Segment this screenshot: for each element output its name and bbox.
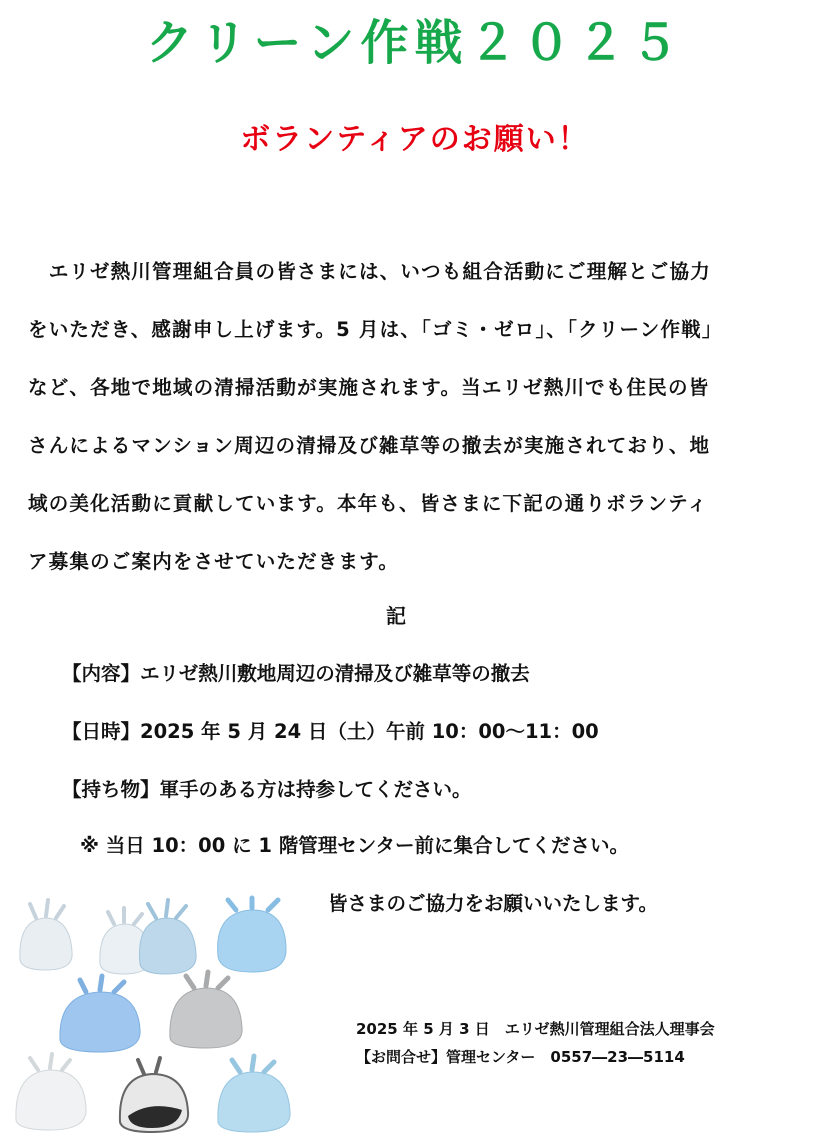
trash-bag-icon	[170, 972, 242, 1048]
ki-heading: 記	[386, 604, 406, 628]
paragraph-line: など、各地で地域の清掃活動が実施されます。当エリゼ熱川でも住民の皆	[28, 376, 710, 399]
detail-note: ※ 当日 10：00 に 1 階管理センター前に集合してください。	[80, 834, 629, 857]
page-subtitle: ボランティアのお願い！	[240, 122, 590, 157]
footer-contact: 【お問合せ】管理センター 0557―23―5114	[356, 1048, 685, 1066]
trash-bag-icon	[60, 976, 140, 1052]
paragraph-line: エリゼ熱川管理組合員の皆さまには、いつも組合活動にご理解とご協力	[28, 260, 711, 283]
trash-bag-icon	[20, 900, 72, 970]
page-title: クリーン作戦２０２５	[145, 15, 685, 71]
paragraph-line: さんによるマンション周辺の清掃及び雑草等の撤去が実施されており、地	[28, 434, 711, 457]
detail-content: 【内容】エリゼ熱川敷地周辺の清掃及び雑草等の撤去	[62, 662, 530, 685]
paragraph-line: をいただき、感謝申し上げます。5 月は、「ゴミ・ゼロ」、「クリーン作戦」	[28, 318, 723, 341]
trash-bags-illustration	[0, 890, 330, 1136]
detail-datetime: 【日時】2025 年 5 月 24 日（土）午前 10：00～11：00	[62, 720, 599, 743]
trash-bag-icon	[120, 1058, 188, 1132]
paragraph-line: 域の美化活動に貢献しています。本年も、皆さまに下記の通りボランティ	[28, 492, 708, 515]
paragraph-line: ア募集のご案内をさせていただきます。	[28, 550, 400, 573]
trash-bag-icon	[140, 900, 197, 974]
trash-bag-icon	[218, 1056, 290, 1132]
closing-text: 皆さまのご協力をお願いいたします。	[328, 892, 658, 915]
trash-bag-icon	[16, 1054, 86, 1130]
detail-belongings: 【持ち物】軍手のある方は持参してください。	[62, 778, 472, 801]
trash-bag-icon	[218, 898, 286, 972]
footer-date-org: 2025 年 5 月 3 日 エリゼ熱川管理組合法人理事会	[356, 1020, 715, 1038]
